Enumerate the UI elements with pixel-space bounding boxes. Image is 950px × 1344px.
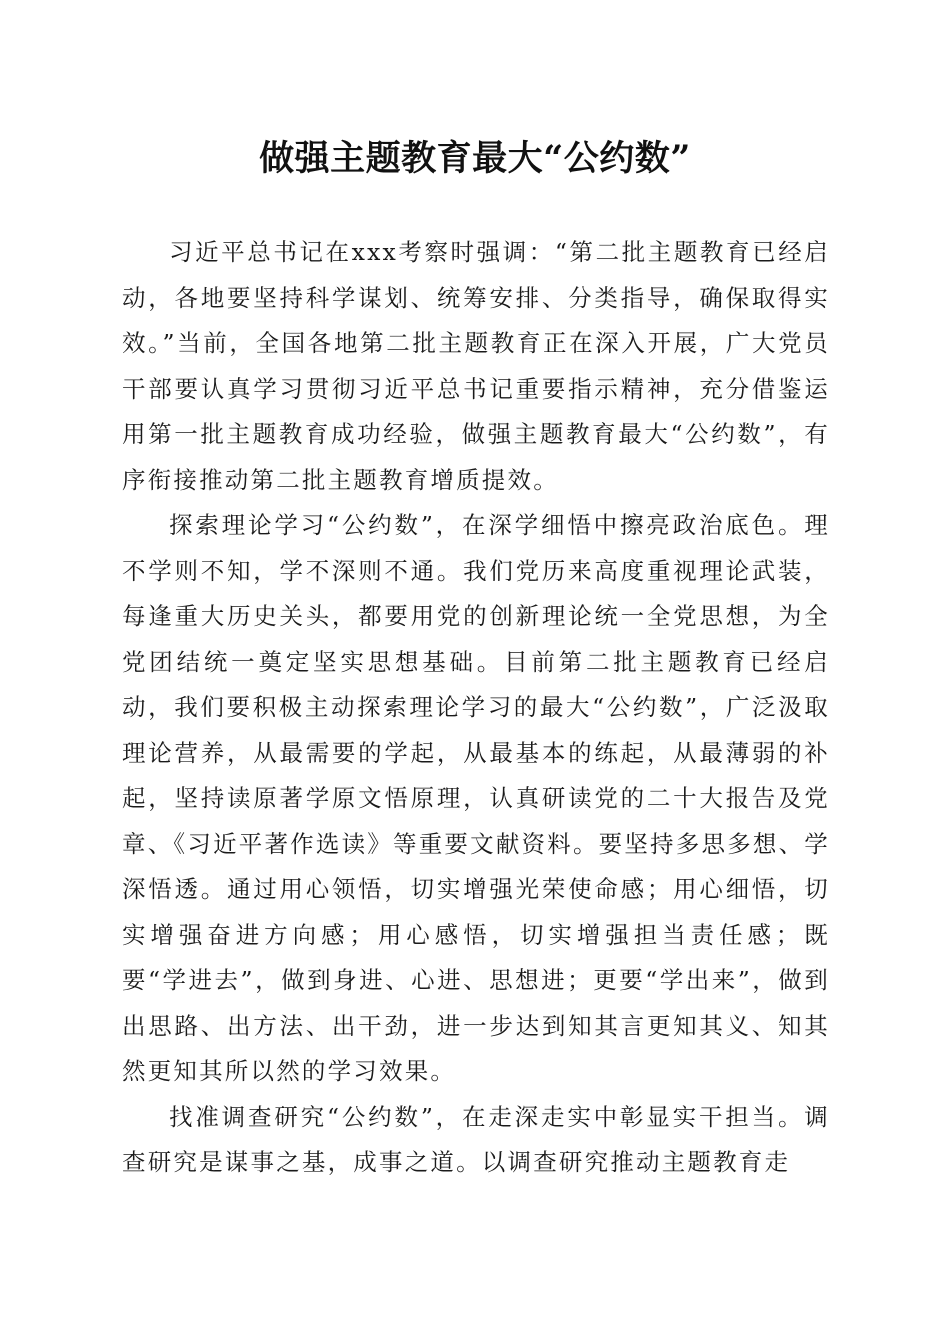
paragraph-investigation: 找准调查研究“公约数”，在走深走实中彰显实干担当。调查研究是谋事之基，成事之道。以调查研究推动主题教育走	[122, 1102, 830, 1176]
document-body	[122, 230, 830, 1186]
paragraph-theory-study: 探索理论学习“公约数”，在深学细悟中擦亮政治底色。理不学则不知，学不深则不通。我们党历来高度重视理论武装，每逢重大历史关头，都要用党的创新理论统一全党思想，为全党团结统一奠定坚实思想基础。目前第二批主题教育已经启动，我们要积极主动探索理论学习的最大“公约数”，广泛汲取理论营养，从最需要的学起，从最基本的练起，从最薄弱的补起，坚持读原著学原文悟原理，认真研读党的二十大报告及党章、《习近平著作选读》等重要文献资料。要坚持多思多想、学深悟透。通过用心领悟，切实增强光荣使命感；用心细悟，切实增强奋进方向感；用心感悟，切实增强担当责任感；既要“学进去”，做到身进、心进、思想进；更要“学出来”，做到出思路、出方法、出干劲，进一步达到知其言更知其义、知其然更知其所以然的学习效果。	[122, 511, 830, 1085]
paragraph-intro: 习近平总书记在xxx考察时强调：“第二批主题教育已经启动，各地要坚持科学谋划、统筹安排、分类指导，确保取得实效。”当前，全国各地第二批主题教育正在深入开展，广大党员干部要认真学习贯彻习近平总书记重要指示精神，充分借鉴运用第一批主题教育成功经验，做强主题教育最大“公约数”，有序衔接推动第二批主题教育增质提效。	[122, 238, 830, 494]
document-title: 做强主题教育最大“公约数”	[259, 138, 691, 179]
